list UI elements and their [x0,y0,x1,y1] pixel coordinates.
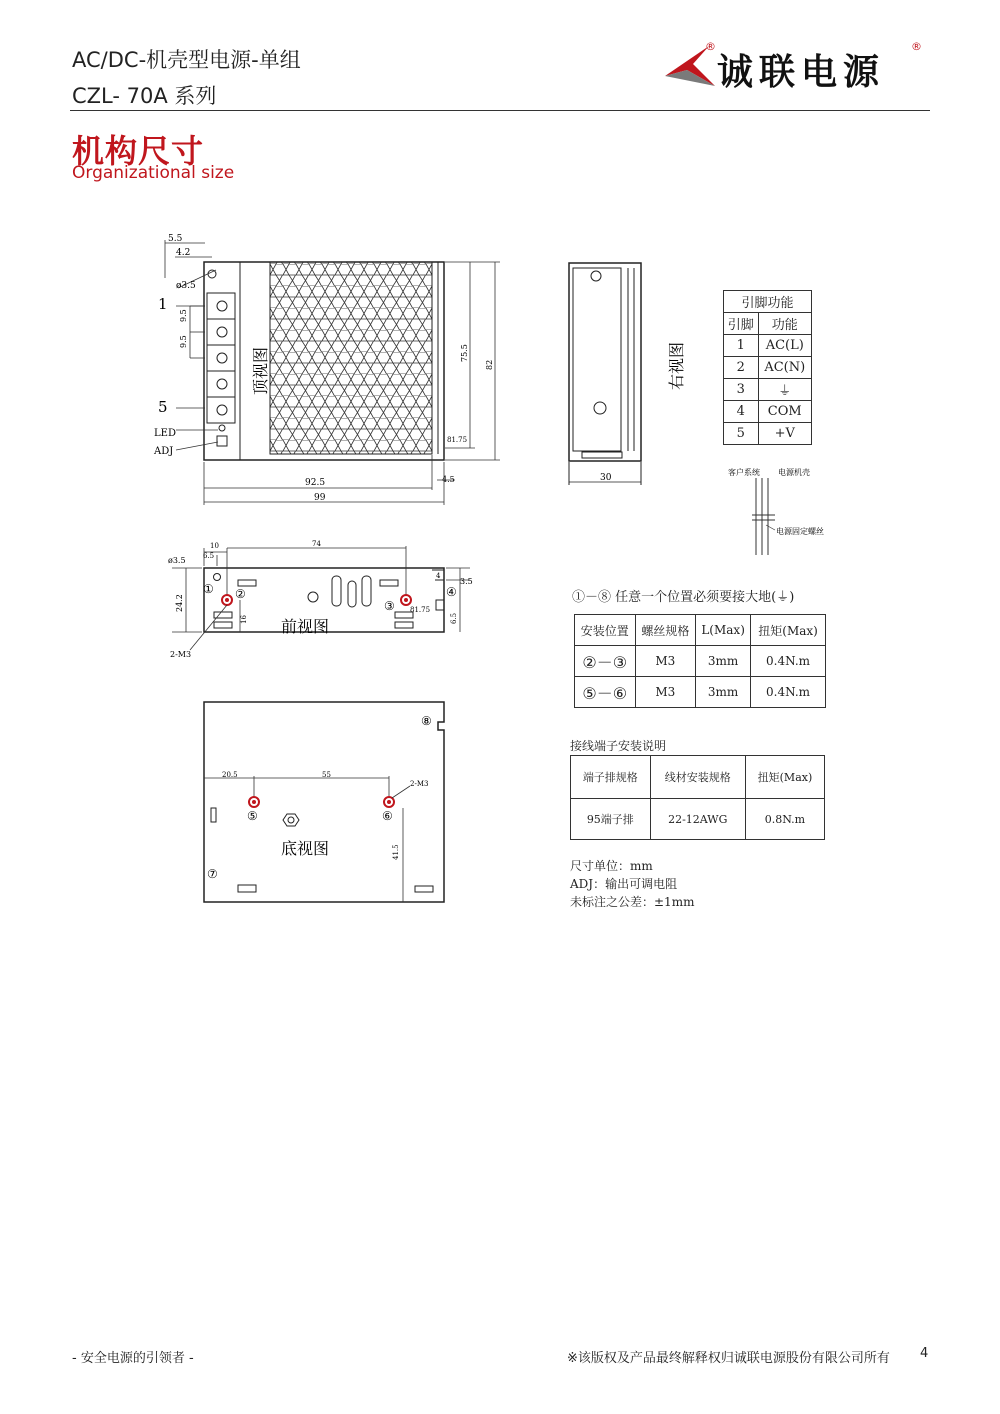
top-view-label: 顶视图 [251,346,270,395]
screw-position: ②－③ [575,646,636,677]
brand-name: 诚联电源 [717,51,886,93]
pin-function: ⏚ [758,379,811,401]
table-row [575,677,826,708]
terminal-spec: 95端子排 [571,799,651,840]
dim-front-3: 74 [312,540,321,548]
doc-title-line1: AC/DC-机壳型电源-单组 [72,48,301,72]
mount-diagram [752,478,775,555]
dim-top-5: 9.5 [179,335,188,348]
dim-top-4: 9.5 [179,309,188,322]
pin-number: 1 [724,335,759,357]
page-number: 4 [920,1346,929,1361]
terminal-table-title: 接线端子安装说明 [570,739,667,753]
table-row [571,799,825,840]
registered-mark-1: ® [705,40,716,53]
dim-front-8: 4 [436,572,441,580]
led-label: LED [154,428,176,439]
screw-col-position: 安装位置 [575,615,636,646]
section-title: 机构尺寸 [72,132,205,170]
dim-front-11: 2-M3 [170,650,192,659]
screw-length: 3mm [696,646,751,677]
table-row [724,357,812,379]
pin1-label: 1 [158,295,168,313]
dim-front-5: 24.2 [175,594,184,612]
terminal-wire: 22-12AWG [650,799,745,840]
right-view-drawing [569,263,641,485]
pin-function: AC(L) [758,335,811,357]
mount-label-3: 电源固定螺丝 [776,527,824,536]
func-col-header: 功能 [758,313,811,335]
mark-2: ② [235,587,246,601]
dim-right-1: 30 [600,473,612,483]
screw-col-torque: 扭矩(Max) [751,615,826,646]
dim-top-7: 82 [485,359,494,370]
dim-front-4: ø3.5 [168,556,186,565]
pin-function: +V [758,423,811,445]
dim-top-2: 4.2 [176,248,191,258]
dim-front-7: 3.5 [460,577,473,586]
dim-bottom-3: 2-M3 [410,780,429,788]
dim-top-8: 81.75 [447,436,468,444]
dim-top-10: 92.5 [305,478,326,488]
dim-front-9: 81.75 [410,606,431,614]
term-col-wire: 线材安装规格 [650,756,745,799]
terminal-spec-table [570,755,825,840]
mark-6: ⑥ [382,809,393,823]
term-col-spec: 端子排规格 [571,756,651,799]
mark-3: ③ [384,599,395,613]
table-row [724,401,812,423]
doc-title-line2: CZL- 70A 系列 [72,84,217,108]
pin-number: 4 [724,401,759,423]
dim-front-1: 10 [210,542,219,550]
front-view-label: 前视图 [281,617,330,636]
mark-1: ① [203,582,214,596]
bottom-view-drawing [204,702,444,902]
screw-length: 3mm [696,677,751,708]
table-row [724,379,812,401]
screw-col-spec: 螺丝规格 [635,615,696,646]
footer-copyright: ※该版权及产品最终解释权归诚联电源股份有限公司所有 [567,1351,890,1366]
pin-function: COM [758,401,811,423]
right-view-label: 右视图 [667,341,686,390]
mount-label-2: 电源机壳 [778,468,810,477]
dim-top-1: 5.5 [168,234,183,244]
mark-7: ⑦ [207,867,218,881]
top-view-drawing [153,234,500,505]
pin-table-title: 引脚功能 [724,291,812,313]
table-row [575,646,826,677]
table-row [724,423,812,445]
pin-number: 2 [724,357,759,379]
note-units: 尺寸单位：mm [570,859,653,873]
dim-bottom-1: 20.5 [222,771,238,779]
screw-torque: 0.4N.m [751,677,826,708]
dim-top-11: 99 [314,493,326,503]
table-row [724,335,812,357]
screw-spec-table [574,614,826,708]
dim-bottom-4: 41.5 [392,844,400,860]
ground-note: ①－⑧ 任意一个位置必须要接大地(⏚) [572,590,795,605]
screw-position: ⑤－⑥ [575,677,636,708]
mark-4: ④ [446,585,457,599]
note-tolerance: 未标注之公差：±1mm [570,895,695,909]
dim-top-3: ø3.5 [176,281,196,291]
section-subtitle: Organizational size [72,163,235,183]
pin-col-header: 引脚 [724,313,759,335]
terminal-torque: 0.8N.m [745,799,824,840]
screw-col-length: L(Max) [696,615,751,646]
bottom-view-label: 底视图 [281,839,330,858]
screw-spec: M3 [635,677,696,708]
pin-number: 5 [724,423,759,445]
adj-label: ADJ [154,446,174,457]
mark-8: ⑧ [421,714,432,728]
note-adj: ADJ：输出可调电阻 [570,877,678,891]
dim-front-10: 6.5 [450,612,458,624]
registered-mark-2: ® [911,40,922,53]
footer-slogan: - 安全电源的引领者 - [72,1351,194,1366]
dim-front-6: 16 [240,615,248,624]
pin5-label: 5 [158,398,168,416]
dim-top-6: 75.5 [460,344,469,362]
term-col-torque: 扭矩(Max) [745,756,824,799]
dim-top-9: 4.5 [442,475,455,484]
dim-front-2: 6.5 [203,552,215,560]
pin-number: 3 [724,379,759,401]
screw-torque: 0.4N.m [751,646,826,677]
mark-5: ⑤ [247,809,258,823]
pin-function: AC(N) [758,357,811,379]
pin-function-table [723,290,812,445]
dim-bottom-2: 55 [322,771,331,779]
mount-label-1: 客户系统 [728,468,760,477]
screw-spec: M3 [635,646,696,677]
